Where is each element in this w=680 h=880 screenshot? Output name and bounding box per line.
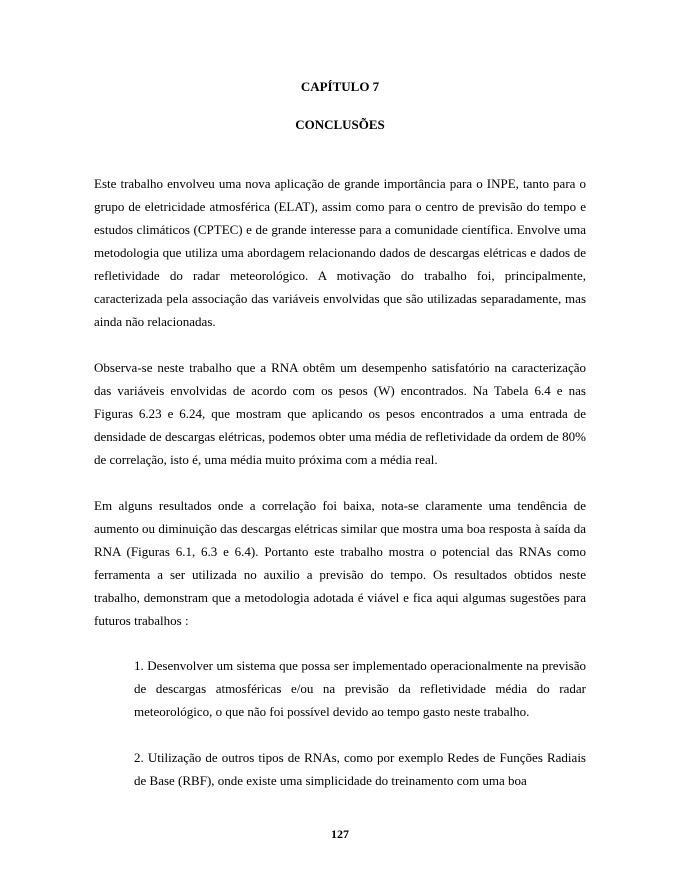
chapter-label: CAPÍTULO 7 — [300, 79, 380, 94]
chapter-title: CONCLUSÕES — [295, 117, 385, 132]
paragraph-intro: Este trabalho envolveu uma nova aplicação de grande importância para o INPE, tanto para o grupo de eletricidade atmosférica (ELAT), assim como para o centro de previsão do tempo e estudos climáticos (CPTEC) e de grande interesse para a comunidade científica. Envolve uma metodologia que utiliza uma abordagem relacionando dados de descargas elétricas e dados de refletividade do radar meteorológico. A motivação do trabalho foi, principalmente, caracterizada pela associação das variáveis envolvidas que são utilizadas separadamente, mas ainda não relacionadas. — [94, 176, 586, 329]
page-number: 127 — [331, 827, 349, 841]
paragraph-results: Observa-se neste trabalho que a RNA obtêm um desempenho satisfatório na caracterização das variáveis envolvidas de acordo com os pesos (W) encontrados. Na Tabela 6.4 e nas Figuras 6.23 e 6.24, que mostram que aplicando os pesos encontrados a uma entrada de densidade de descargas elétricas, podemos obter uma média de refletividade da ordem de 80% de correlação, isto é, uma média muito próxima com a média real. — [94, 360, 586, 467]
suggestion-item: 2. Utilização de outros tipos de RNAs, como por exemplo Redes de Funções Radiais de Base (RBF), onde existe uma simplicidade do treinamento com uma boa — [134, 750, 586, 788]
paragraph-suggestions-intro: Em alguns resultados onde a correlação foi baixa, nota-se claramente uma tendência de aumento ou diminuição das descargas elétricas similar que mostra uma boa resposta à saída da RNA (Figuras 6.1, 6.3 e 6.4). Portanto este trabalho mostra o potencial das RNAs como ferramenta a ser utilizada no auxilio a previsão do tempo. Os resultados obtidos neste trabalho, demonstram que a metodologia adotada é viável e fica aqui algumas sugestões para futuros trabalhos : — [94, 498, 586, 628]
suggestion-item: 1. Desenvolver um sistema que possa ser implementado operacionalmente na previsão de descargas atmosféricas e/ou na previsão da refletividade média do radar meteorológico, o que não foi possível devido ao tempo gasto neste trabalho. — [134, 658, 586, 719]
